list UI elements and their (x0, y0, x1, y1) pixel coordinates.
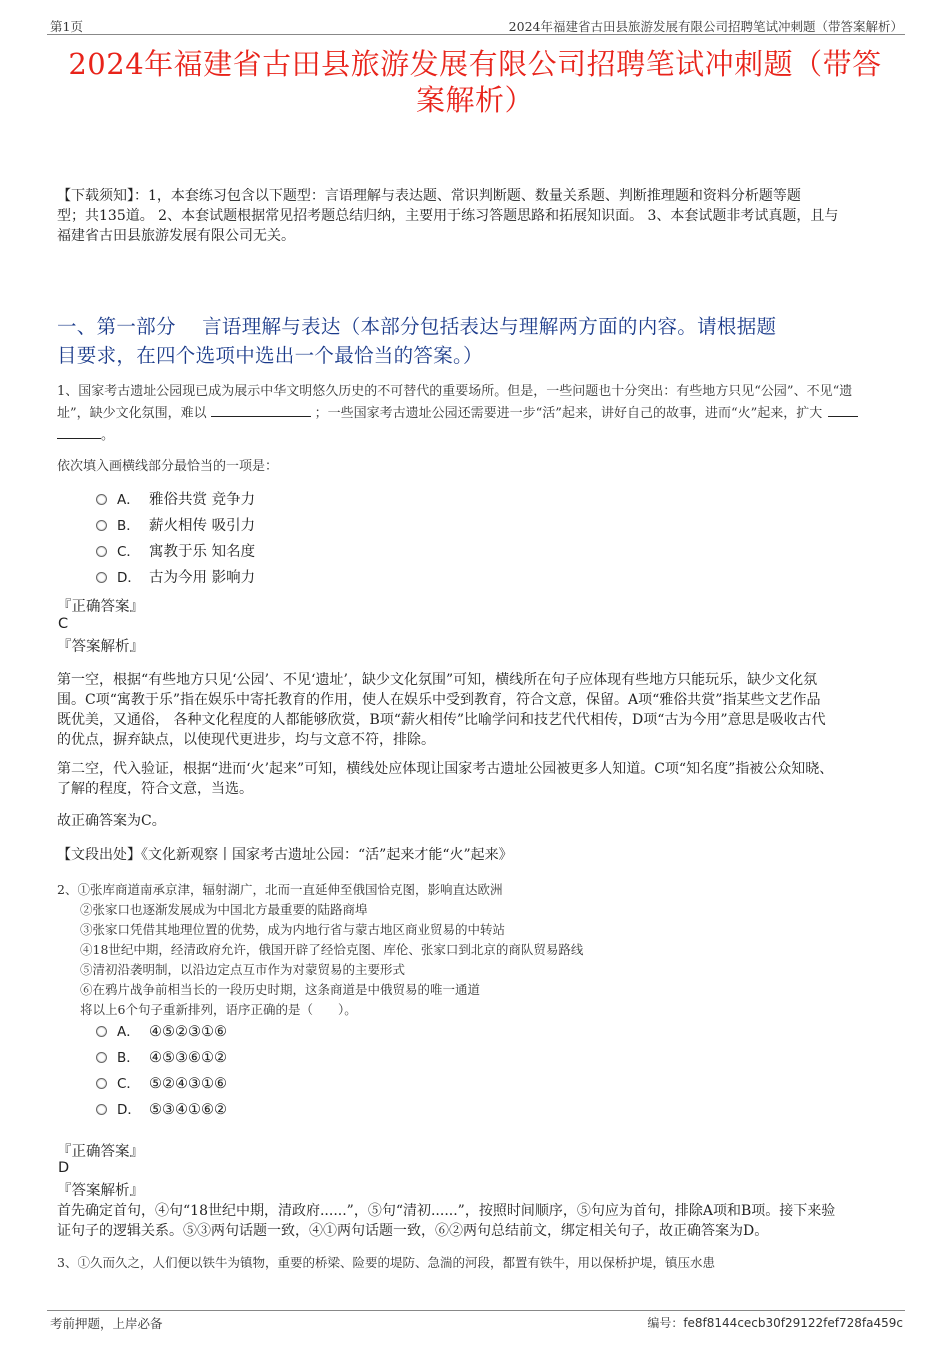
question-text: 1、国家考古遗址公园现已成为展示中华文明悠久历史的不可替代的重要场所。但是，一些问题也十分突出：有些地方只见“公园”、不见“遗 (57, 384, 853, 399)
radio-icon[interactable] (96, 1104, 107, 1115)
option-key: D． (117, 570, 141, 586)
q1-option-c[interactable] (96, 542, 255, 562)
radio-icon[interactable] (96, 1052, 107, 1063)
q2-analysis (57, 1201, 887, 1241)
q2-answer-label: 『正确答案』 (57, 1144, 144, 1160)
notice-line: 福建省古田县旅游发展有限公司无关。 (57, 228, 295, 244)
analysis-line: 第二空，代入验证，根据“进而‘火’起来”可知，横线处应体现让国家考古遗址公园被更多人知道。C项“知名度”指被公众知晓、 (57, 761, 834, 777)
radio-icon[interactable] (96, 1026, 107, 1037)
download-notice (57, 186, 902, 246)
analysis-line: 围。C项“寓教于乐”指在娱乐中寄托教育的作用，使人在娱乐中受到教育，符合文意，保留。A项“雅俗共赏”指某些文艺作品 (57, 692, 821, 708)
q2-option-b[interactable] (96, 1048, 227, 1068)
fill-blank (211, 402, 311, 417)
q1-conclusion: 故正确答案为C。 (57, 813, 166, 829)
radio-icon[interactable] (96, 494, 107, 505)
q2-answer: D (58, 1160, 70, 1176)
option-text: 寓教于乐 知名度 (149, 544, 256, 560)
header-divider (47, 34, 905, 35)
fill-blank (828, 402, 858, 417)
q2-prompt: 将以上6个句子重新排列，语序正确的是（ ）。 (80, 1002, 357, 1017)
q2-sentence-1: 2、①张库商道南承京津，辐射湖广，北而一直延伸至俄国恰克图，影响直达欧洲 (57, 882, 503, 897)
q1-answer: C (58, 616, 69, 632)
option-text: ④⑤③⑥①② (149, 1050, 227, 1066)
q2-sentence-4: ④18世纪中期，经清政府允许，俄国开辟了经恰克图、库伦、张家口到北京的商队贸易路线 (80, 942, 584, 957)
q2-sentence-5: ⑤清初沿袭明制，以沿边定点互市作为对蒙贸易的主要形式 (80, 962, 406, 977)
option-key: C． (117, 544, 140, 560)
option-key: C． (117, 1076, 140, 1092)
running-header-title: 2024年福建省古田县旅游发展有限公司招聘笔试冲刺题（带答案解析） (508, 19, 903, 34)
question-1-stem (57, 381, 907, 446)
q1-analysis-label: 『答案解析』 (57, 639, 144, 655)
analysis-line: 既优美，又通俗， 各种文化程度的人都能够欣赏，B项“薪火相传”比喻学问和技艺代代相传，D项“古为今用”意思是吸收古代 (57, 712, 826, 728)
footer-divider (47, 1310, 905, 1311)
q3-sentence-1: 3、①久而久之，人们便以铁牛为镇物，重要的桥梁、险要的堤防、急湍的河段，都置有铁牛，用以保桥护堤，镇压水患 (57, 1255, 715, 1270)
q1-analysis-2 (57, 759, 887, 799)
option-key: B． (117, 518, 140, 534)
fill-blank (57, 424, 101, 439)
footer-slogan: 考前押题，上岸必备 (50, 1316, 163, 1331)
q1-analysis (57, 670, 887, 750)
page-title-line2: 案解析） (415, 83, 534, 117)
q2-sentence-2: ②张家口也逐渐发展成为中国北方最重要的陆路商埠 (80, 902, 368, 917)
option-text: 薪火相传 吸引力 (149, 518, 256, 534)
section-heading (57, 312, 907, 370)
option-text: ⑤③④①⑥② (149, 1102, 227, 1118)
q1-option-d[interactable] (96, 568, 255, 588)
q2-option-c[interactable] (96, 1074, 227, 1094)
option-key: D． (117, 1102, 141, 1118)
option-text: ⑤②④③①⑥ (149, 1076, 227, 1092)
q2-analysis-label: 『答案解析』 (57, 1183, 144, 1199)
section-heading-line: 目要求，在四个选项中选出一个最恰当的答案。） (57, 344, 483, 367)
question-1-prompt: 依次填入画横线部分最恰当的一项是： (57, 459, 279, 474)
option-text: 古为今用 影响力 (149, 570, 256, 586)
radio-icon[interactable] (96, 546, 107, 557)
option-key: A． (117, 1024, 140, 1040)
document-id: 编号：fe8f8144cecb30f29122fef728fa459c (647, 1316, 903, 1330)
question-text: ；一些国家考古遗址公园还需要进一步“活”起来，讲好自己的故事，进而“火”起来，扩大 (314, 406, 823, 421)
analysis-line: 第一空，根据“有些地方只见‘公园’、不见‘遗址’，缺少文化氛围”可知，横线所在句子应体现有些地方只能玩乐，缺少文化氛 (57, 672, 818, 688)
page-title (50, 46, 900, 118)
analysis-line: 了解的程度，符合文意，当选。 (57, 781, 253, 797)
radio-icon[interactable] (96, 572, 107, 583)
question-text: 址”，缺少文化氛围，难以 (57, 406, 207, 421)
radio-icon[interactable] (96, 520, 107, 531)
notice-line: 【下载须知】：1，本套练习包含以下题型：言语理解与表达题、常识判断题、数量关系题、判断推理题和资料分析题等题 (57, 188, 801, 204)
option-text: 雅俗共赏 竞争力 (149, 492, 256, 508)
q1-option-a[interactable] (96, 490, 255, 510)
analysis-line: 首先确定首句，④句“18世纪中期，清政府......”，⑤句“清初......”，按照时间顺序，⑤句应为首句，排除A项和B项。接下来验 (57, 1203, 836, 1219)
notice-line: 型；共135道。 2、本套试题根据常见招考题总结归纳，主要用于练习答题思路和拓展知识面。 3、本套试题非考试真题，且与 (57, 208, 839, 224)
analysis-line: 证句子的逻辑关系。⑤③两句话题一致，④①两句话题一致，⑥②两句总结前文，绑定相关句子，故正确答案为D。 (57, 1223, 769, 1239)
radio-icon[interactable] (96, 1078, 107, 1089)
question-text: 。 (101, 428, 115, 443)
q2-sentence-3: ③张家口凭借其地理位置的优势，成为内地行省与蒙古地区商业贸易的中转站 (80, 922, 506, 937)
q1-option-b[interactable] (96, 516, 255, 536)
q1-answer-label: 『正确答案』 (57, 599, 144, 615)
analysis-line: 的优点，摒弃缺点，以使现代更进步，均与文意不符，排除。 (57, 732, 435, 748)
page-title-line1: 2024年福建省古田县旅游发展有限公司招聘笔试冲刺题（带答 (68, 47, 882, 81)
q1-source: 【文段出处】《文化新观察丨国家考古遗址公园：“活”起来才能“火”起来》 (57, 847, 513, 863)
page-number: 第1页 (50, 19, 83, 34)
q2-option-d[interactable] (96, 1100, 227, 1120)
q2-option-a[interactable] (96, 1022, 227, 1042)
option-key: B． (117, 1050, 140, 1066)
option-key: A． (117, 492, 140, 508)
q2-sentence-6: ⑥在鸦片战争前相当长的一段历史时期，这条商道是中俄贸易的唯一通道 (80, 982, 481, 997)
option-text: ④⑤②③①⑥ (149, 1024, 227, 1040)
section-heading-line: 一、第一部分 言语理解与表达（本部分包括表达与理解两方面的内容。请根据题 (57, 315, 777, 338)
